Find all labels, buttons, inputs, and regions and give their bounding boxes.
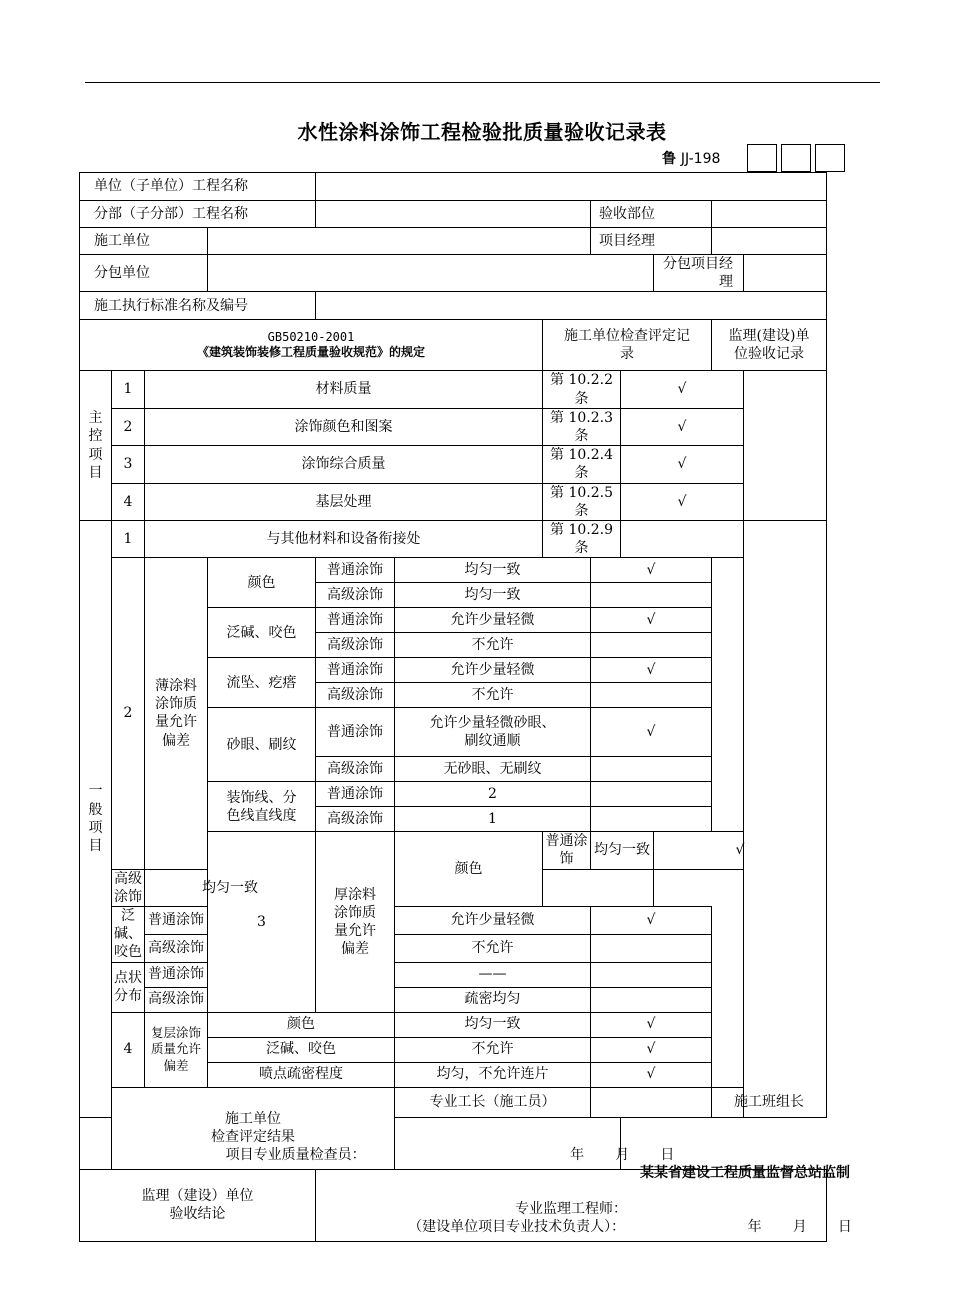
value: —— — [395, 962, 591, 987]
mc-no: 1 — [112, 371, 145, 408]
col-supervise-line1: 监理(建设)单 — [728, 328, 810, 345]
col-check-line1: 施工单位检查评定记 — [564, 328, 690, 345]
value: 均匀一致 — [395, 1012, 591, 1037]
thick-group-line: 涂饰质 — [334, 904, 376, 921]
mc-no: 4 — [112, 483, 145, 520]
grade-ordinary: 普通涂饰 — [316, 558, 395, 583]
multi-group-line: 偏差 — [163, 1057, 189, 1073]
code-prefix: 鲁 — [662, 151, 676, 167]
value-line: 刷纹通顺 — [464, 733, 521, 750]
grade-advanced: 高级涂饰 — [145, 934, 208, 962]
spec-name: 《建筑装饰装修工程质量验收规范》的规定 — [196, 345, 425, 360]
thin-group-line: 涂饰质 — [155, 696, 197, 713]
inspector-label: 项目专业质量检查员： — [225, 1147, 366, 1164]
check-cell[interactable] — [591, 782, 712, 807]
thin-group-label — [145, 558, 208, 869]
date-year: 年 — [747, 1219, 762, 1236]
mc-clause: 第 10.2.3 条 — [543, 408, 621, 445]
check-cell[interactable] — [591, 583, 712, 608]
owner-label: （建设单位项目专业技术负责人）： — [408, 1219, 626, 1236]
grade-advanced: 高级涂饰 — [316, 583, 395, 608]
value: 2 — [395, 782, 591, 807]
date-day: 日 — [660, 1147, 675, 1164]
grade-ordinary: 普通涂饰 — [543, 832, 591, 869]
grade-advanced: 高级涂饰 — [112, 869, 145, 906]
result-date — [570, 1147, 674, 1163]
thin-line-name — [208, 782, 316, 832]
sub-project-label: 分部（子分部）工程名称 — [80, 201, 316, 228]
thick-dots-name: 点状分布 — [112, 962, 145, 1012]
mc-name: 材料质量 — [145, 371, 543, 408]
value: 无砂眼、无刷纹 — [395, 757, 591, 782]
gen-check[interactable] — [621, 520, 744, 557]
grade-ordinary: 普通涂饰 — [316, 608, 395, 633]
check-cell[interactable] — [543, 869, 654, 906]
gen-supervise-cell[interactable] — [744, 520, 827, 1117]
thin-group-line: 薄涂料 — [155, 678, 197, 695]
thick-no: 3 — [208, 832, 316, 1012]
value: 1 — [395, 807, 591, 832]
unit-project-label: 单位（子单位）工程名称 — [80, 173, 316, 201]
date-year: 年 — [570, 1147, 585, 1164]
multi-name: 喷点疏密程度 — [208, 1062, 395, 1087]
thin-group-line: 量允许 — [155, 714, 197, 731]
gen-char: 一 — [88, 783, 103, 800]
grade-ordinary: 普通涂饰 — [145, 907, 208, 935]
gen-name: 与其他材料和设备衔接处 — [145, 520, 543, 557]
check-cell[interactable] — [591, 633, 712, 658]
value: 不允许 — [395, 934, 591, 962]
form-code — [662, 148, 720, 168]
mc-clause: 第 10.2.2 条 — [543, 371, 621, 408]
foreman-value[interactable] — [591, 1087, 712, 1117]
info-row-standard — [80, 292, 827, 320]
check-cell[interactable] — [591, 683, 712, 708]
conclusion-label-line: 监理（建设）单位 — [141, 1187, 254, 1204]
spec-reference — [80, 320, 543, 371]
subcontract-unit-value[interactable] — [208, 255, 654, 292]
subcontract-manager-value[interactable] — [744, 255, 827, 292]
owner-line — [318, 1218, 852, 1236]
check-cell[interactable] — [591, 934, 712, 962]
multi-group-label — [145, 1012, 208, 1087]
standard-label: 施工执行标准名称及编号 — [80, 292, 316, 320]
mc-name: 基层处理 — [145, 483, 543, 520]
grade-ordinary: 普通涂饰 — [145, 962, 208, 987]
conclusion-label-line: 验收结论 — [169, 1206, 226, 1223]
info-row-subcontract — [80, 255, 827, 292]
date-month: 月 — [792, 1219, 807, 1236]
thin-sag-name: 流坠、疙瘩 — [208, 658, 316, 708]
value: 均匀，不允许连片 — [395, 1062, 591, 1087]
check-cell[interactable] — [591, 807, 712, 832]
thick-alkali-advanced — [80, 934, 827, 962]
name-line: 色线直线度 — [226, 807, 297, 824]
spec-header-row — [80, 320, 827, 371]
main-control-label — [80, 371, 112, 521]
thin-group-line: 偏差 — [162, 732, 190, 749]
code-box-2[interactable] — [781, 144, 811, 172]
check-cell[interactable]: √ — [591, 658, 712, 683]
general-row — [80, 520, 827, 557]
main-control-row — [80, 483, 827, 520]
thick-alkali-ordinary — [80, 907, 827, 935]
value: 允许少量轻微 — [395, 907, 591, 935]
mc-check[interactable]: √ — [621, 446, 744, 483]
check-cell[interactable]: √ — [591, 608, 712, 633]
value: 不允许 — [395, 1037, 591, 1062]
code-box-1[interactable] — [747, 144, 777, 172]
main-control-row — [80, 408, 827, 445]
thin-sand-name: 砂眼、刷纹 — [208, 708, 316, 782]
team-leader-label: 施工班组长 — [712, 1087, 827, 1117]
thin-color-ordinary — [80, 558, 827, 583]
subcontract-unit-label: 分包单位 — [80, 255, 208, 292]
gen-no: 1 — [112, 520, 145, 557]
date-month: 月 — [615, 1147, 630, 1164]
thick-alkali-name: 泛碱、咬色 — [112, 907, 145, 963]
inspection-part-label: 验收部位 — [591, 201, 712, 228]
code-number: JJ-198 — [680, 151, 721, 167]
col-check-header — [543, 320, 712, 371]
thick-dots-advanced — [80, 987, 827, 1012]
name-line: 装饰线、分 — [226, 789, 297, 806]
thin-color-name: 颜色 — [208, 558, 316, 608]
result-row-top — [80, 1087, 827, 1117]
conclusion-date — [748, 1219, 852, 1235]
inspection-part-value[interactable] — [712, 201, 827, 228]
result-label-line: 检查评定结果 — [211, 1129, 295, 1146]
gen-char: 般 — [88, 801, 103, 818]
check-cell[interactable]: √ — [591, 1012, 712, 1037]
general-label — [80, 520, 112, 1117]
value-line: 允许少量轻微砂眼、 — [429, 715, 556, 732]
date-day: 日 — [837, 1219, 852, 1236]
value — [395, 708, 591, 757]
check-cell[interactable]: √ — [591, 708, 712, 757]
info-row-unit — [80, 173, 827, 201]
project-manager-value[interactable] — [712, 228, 827, 255]
check-cell[interactable] — [591, 987, 712, 1012]
construction-unit-value[interactable] — [208, 228, 591, 255]
thick-color-name: 颜色 — [395, 832, 543, 907]
multi-group-line: 质量允许 — [150, 1041, 201, 1057]
check-cell[interactable]: √ — [591, 1062, 712, 1087]
mc-name: 涂饰颜色和图案 — [145, 408, 543, 445]
grade-advanced: 高级涂饰 — [316, 807, 395, 832]
grade-ordinary: 普通涂饰 — [316, 708, 395, 757]
check-cell[interactable]: √ — [591, 1037, 712, 1062]
value: 允许少量轻微 — [395, 658, 591, 683]
mc-no: 2 — [112, 408, 145, 445]
col-supervise-header — [712, 320, 827, 371]
header-rule — [85, 82, 880, 83]
mc-check[interactable]: √ — [621, 371, 744, 408]
grade-advanced: 高级涂饰 — [316, 757, 395, 782]
engineer-label: 专业监理工程师： — [515, 1201, 627, 1218]
standard-value[interactable] — [316, 292, 827, 320]
mc-char: 主 — [88, 410, 103, 427]
check-cell[interactable] — [591, 757, 712, 782]
col-supervise-line2: 位验收记录 — [734, 346, 804, 363]
grade-advanced: 高级涂饰 — [145, 987, 208, 1012]
mc-char: 控 — [88, 428, 103, 445]
thick-group-label — [316, 832, 395, 1012]
multi-name: 颜色 — [208, 1012, 395, 1037]
col-check-line2: 录 — [620, 346, 634, 363]
foreman-label: 专业工长（施工员） — [395, 1087, 591, 1117]
form-title: 水性涂料涂饰工程检验批质量验收记录表 — [297, 120, 667, 144]
mc-name: 涂饰综合质量 — [145, 446, 543, 483]
value: 均匀一致 — [145, 869, 316, 906]
value: 不允许 — [395, 633, 591, 658]
thick-group-line: 厚涂料 — [334, 886, 376, 903]
conclusion-label — [80, 1169, 316, 1241]
multi-group-line: 复层涂饰 — [150, 1025, 201, 1041]
mc-no: 3 — [112, 446, 145, 483]
value: 疏密均匀 — [395, 987, 591, 1012]
gen-char: 项 — [88, 819, 103, 836]
main-control-row — [80, 446, 827, 483]
gen-char: 目 — [88, 837, 103, 854]
check-cell[interactable] — [591, 962, 712, 987]
value: 允许少量轻微 — [395, 608, 591, 633]
check-cell[interactable]: √ — [591, 907, 712, 935]
mc-char: 目 — [88, 464, 103, 481]
info-row-construction — [80, 228, 827, 255]
construction-unit-label: 施工单位 — [80, 228, 208, 255]
check-cell[interactable]: √ — [654, 832, 827, 869]
sub-project-value[interactable] — [316, 201, 591, 228]
grade-advanced: 高级涂饰 — [316, 633, 395, 658]
inspection-form-table — [79, 172, 852, 1242]
thick-group-line: 偏差 — [341, 941, 369, 958]
thick-group-line: 量允许 — [334, 922, 376, 939]
grade-ordinary: 普通涂饰 — [316, 782, 395, 807]
subcontract-manager-label: 分包项目经理 — [654, 255, 744, 292]
project-manager-label: 项目经理 — [591, 228, 712, 255]
info-row-subproject — [80, 201, 827, 228]
mc-clause: 第 10.2.4 条 — [543, 446, 621, 483]
multi-name: 泛碱、咬色 — [208, 1037, 395, 1062]
mc-char: 项 — [88, 446, 103, 463]
value: 均匀一致 — [395, 558, 591, 583]
thin-no: 2 — [112, 558, 145, 869]
value: 均匀一致 — [395, 583, 591, 608]
check-cell[interactable]: √ — [591, 558, 712, 583]
issuer-footer: 某某省建设工程质量监督总站监制 — [640, 1165, 850, 1181]
gen-clause: 第 10.2.9 条 — [543, 520, 621, 557]
thick-dots-ordinary — [80, 962, 827, 987]
multi-no: 4 — [112, 1012, 145, 1087]
value: 不允许 — [395, 683, 591, 708]
mc-check[interactable]: √ — [621, 408, 744, 445]
value: 均匀一致 — [591, 832, 654, 869]
result-label-line: 施工单位 — [225, 1110, 281, 1127]
spec-code: GB50210-2001 — [267, 329, 355, 344]
multi-row — [80, 1012, 827, 1037]
code-box-3[interactable] — [815, 144, 845, 172]
unit-project-value[interactable] — [316, 173, 827, 201]
thin-alkali-name: 泛碱、咬色 — [208, 608, 316, 658]
mc-check[interactable]: √ — [621, 483, 744, 520]
grade-advanced: 高级涂饰 — [316, 683, 395, 708]
grade-ordinary: 普通涂饰 — [316, 658, 395, 683]
mc-supervise-cell[interactable] — [744, 371, 827, 521]
main-control-row — [80, 371, 827, 408]
mc-clause: 第 10.2.5 条 — [543, 483, 621, 520]
inspector-signature[interactable] — [80, 1117, 675, 1169]
